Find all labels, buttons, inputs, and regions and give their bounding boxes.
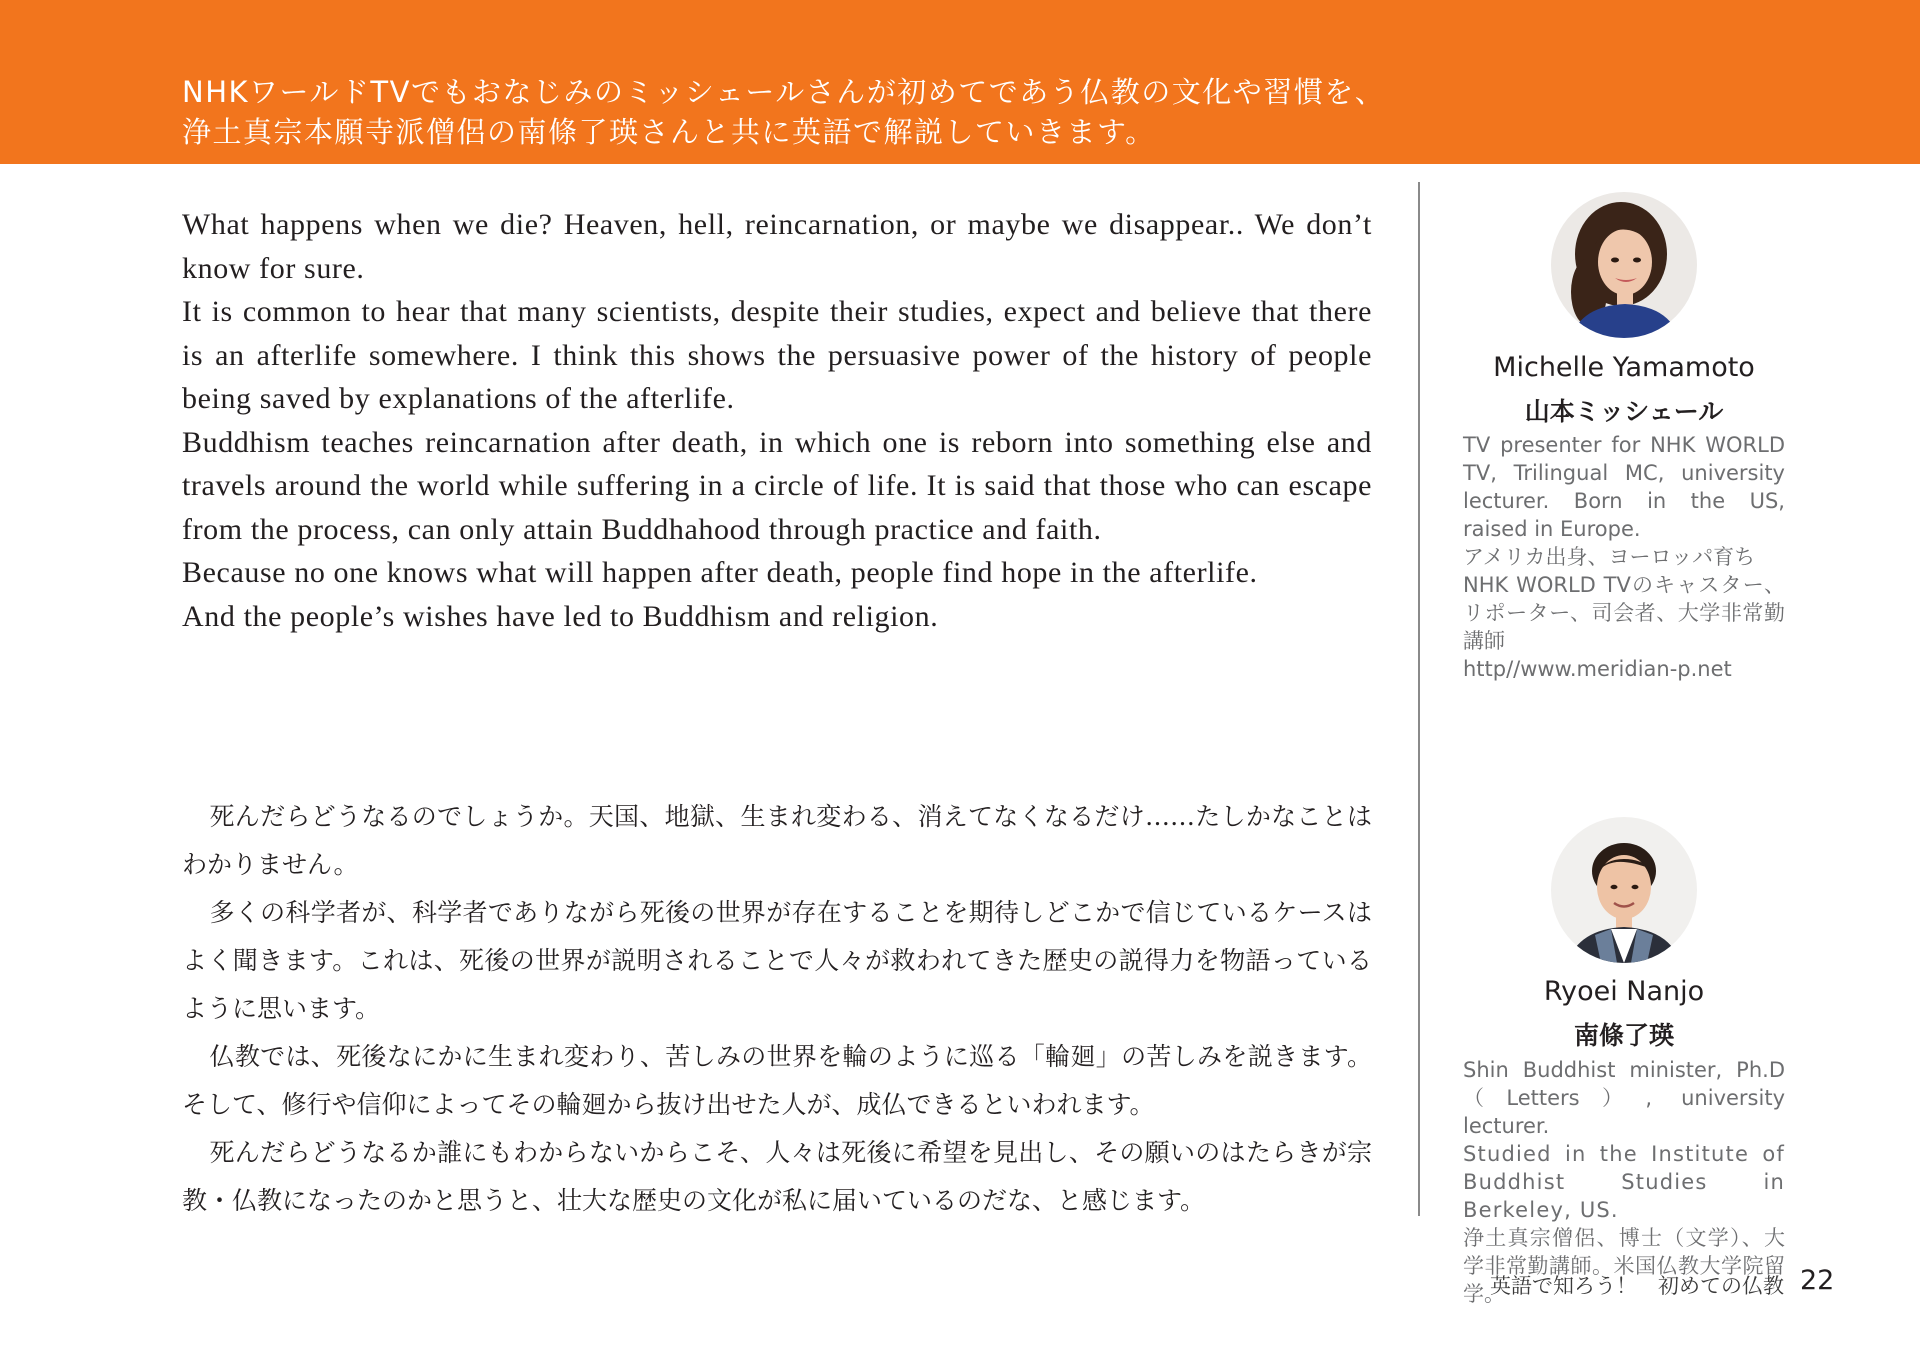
michelle-avatar (1551, 192, 1697, 338)
english-paragraph: And the people’s wishes have led to Buddhism and religion. (182, 599, 939, 633)
michelle-website: http//www.meridian-p.net (1463, 657, 1732, 681)
english-paragraph: It is common to hear that many scientists, despite their studies, expect and believe that there is an afterlife somewhere. I think this shows the persuasive power of the history of people being saved by explanations of the afterlife. (182, 295, 1372, 415)
michelle-name: Michelle Yamamoto (1493, 352, 1755, 383)
ryoei-bio-en-title: Shin Buddhist minister, Ph.D（Letters）, university lecturer. (1463, 1058, 1785, 1138)
banner-line-1: NHKワールドTVでもおなじみのミッシェールさんが初めてであう仏教の文化や習慣を、 (182, 75, 1386, 109)
japanese-paragraph: 仏教では、死後なにかに生まれ変わり、苦しみの世界を輪のように巡る「輪廻」の苦しみを説きます。そして、修行や信仰によってその輪廻から抜け出せた人が、成仏できるといわれます。 (182, 1042, 1372, 1119)
ryoei-avatar (1551, 817, 1697, 963)
michelle-bio-jp-origin: アメリカ出身、ヨーロッパ育ち (1463, 545, 1756, 569)
english-article (182, 203, 1372, 638)
michelle-bio (1463, 431, 1785, 683)
michelle-name-jp: 山本ミッシェール (1524, 397, 1724, 426)
michelle-bio-jp-career: NHK WORLD TVのキャスター、リポーター、司会者、大学非常勤講師 (1463, 573, 1785, 653)
ryoei-name: Ryoei Nanjo (1543, 976, 1705, 1007)
ryoei-name-jp: 南條了瑛 (1573, 1021, 1674, 1050)
banner-line-2: 浄土真宗本願寺派僧侶の南條了瑛さんと共に英語で解説していきます。 (182, 115, 1156, 149)
japanese-article (182, 793, 1372, 1225)
footer-title: 英語で知ろう！ 初めての仏教 (1490, 1274, 1784, 1298)
english-paragraph: Because no one knows what will happen after death, people find hope in the afterlife. (182, 556, 1258, 589)
page-number: 22 (1800, 1265, 1835, 1296)
column-divider (1418, 182, 1420, 1216)
michelle-bio-en: TV presenter for NHK WORLD TV, Trilingual MC, university lecturer. Born in the US, raised in Europe. (1463, 433, 1785, 541)
english-paragraph: Buddhism teaches reincarnation after death, in which one is reborn into something else and travels around the world while suffering in a circle of life. It is said that those who can escape from the process, can only attain Buddhahood through practice and faith. (182, 425, 1372, 546)
english-paragraph: What happens when we die? Heaven, hell, reincarnation, or maybe we disappear.. We don’t know for sure. (182, 208, 1372, 285)
japanese-paragraph: 死んだらどうなるのでしょうか。天国、地獄、生まれ変わる、消えてなくなるだけ……たしかなことはわかりません。 (182, 802, 1372, 879)
japanese-paragraph: 死んだらどうなるか誰にもわからないからこそ、人々は死後に希望を見出し、その願いのはたらきが宗教・仏教になったのかと思うと、壮大な歴史の文化が私に届いているのだな、と感じます。 (182, 1138, 1372, 1215)
ryoei-bio-en-study: Studied in the Institute of Buddhist Studies in Berkeley, US. (1463, 1142, 1785, 1222)
header-banner (0, 0, 1920, 164)
ryoei-bio-jp: 浄土真宗僧侶、博士（文学）、大学非常勤講師。米国仏教大学院留学。 (1463, 1226, 1785, 1306)
japanese-paragraph: 多くの科学者が、科学者でありながら死後の世界が存在することを期待しどこかで信じているケースはよく聞きます。これは、死後の世界が説明されることで人々が救われてきた歴史の説得力を物語っているように思います。 (182, 898, 1372, 1023)
